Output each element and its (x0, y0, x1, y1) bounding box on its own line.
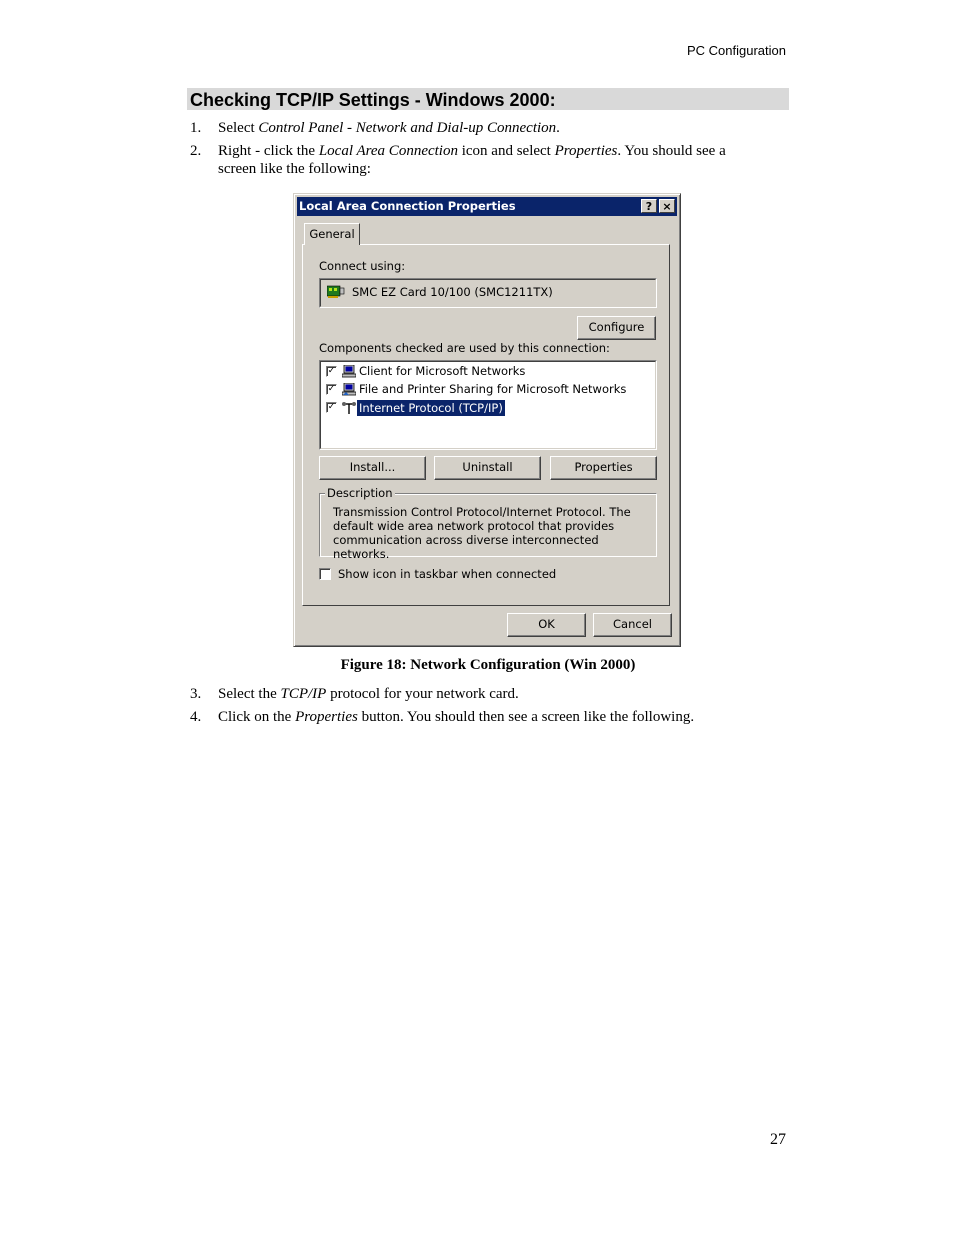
cancel-button[interactable]: Cancel (593, 613, 672, 637)
help-button[interactable]: ? (641, 199, 657, 213)
checkbox[interactable]: ✓ (327, 384, 336, 394)
connect-using-label: Connect using: (319, 259, 406, 273)
network-card-icon (327, 285, 345, 299)
tab-general[interactable]: General (304, 223, 360, 245)
figure-caption: Figure 18: Network Configuration (Win 2000) (340, 657, 636, 673)
description-legend: Description (327, 486, 393, 500)
step-number: 1. (190, 120, 202, 136)
step-text: Select the TCP/IP protocol for your network card. (218, 686, 519, 702)
component-label: File and Printer Sharing for Microsoft Networks (359, 382, 627, 396)
running-header: PC Configuration (687, 43, 786, 58)
configure-button[interactable]: Configure (577, 316, 656, 340)
component-label-selected: Internet Protocol (TCP/IP) (359, 401, 503, 415)
step-number: 2. (190, 143, 202, 159)
list-item-selected[interactable] (324, 400, 644, 416)
checkbox[interactable]: ✓ (327, 402, 336, 412)
dialog-title: Local Area Connection Properties (299, 199, 516, 213)
list-item[interactable] (324, 382, 644, 398)
general-tab-panel (302, 244, 670, 606)
description-text: Transmission Control Protocol/Internet Protocol. The default wide area network protocol that provides communication across diverse interconnected networks. (333, 505, 631, 561)
page-number: 27 (770, 1131, 786, 1148)
step-text: Right - click the Local Area Connection icon and select Properties. You should see a screen like the following: (218, 143, 726, 177)
uninstall-button[interactable]: Uninstall (434, 456, 541, 480)
components-list[interactable] (319, 360, 657, 450)
step-2 (190, 142, 760, 178)
component-label: Client for Microsoft Networks (359, 364, 526, 378)
adapter-name: SMC EZ Card 10/100 (SMC1211TX) (352, 285, 553, 299)
step-3 (190, 685, 760, 703)
section-title: Checking TCP/IP Settings - Windows 2000: (190, 90, 556, 110)
adapter-field (319, 278, 657, 308)
file-sharing-icon (342, 383, 356, 396)
protocol-icon (342, 401, 356, 414)
list-item[interactable] (324, 364, 644, 380)
network-client-icon (342, 365, 356, 378)
close-button[interactable]: × (659, 199, 675, 213)
local-area-connection-dialog (293, 193, 681, 647)
install-button[interactable]: Install... (319, 456, 426, 480)
step-4 (190, 708, 760, 726)
step-number: 4. (190, 709, 202, 725)
show-icon-label: Show icon in taskbar when connected (338, 567, 557, 581)
steps-list-top (190, 119, 760, 183)
dialog-titlebar (297, 197, 677, 216)
step-1 (190, 119, 760, 137)
properties-button[interactable]: Properties (550, 456, 657, 480)
checkbox[interactable]: ✓ (327, 366, 336, 376)
show-icon-checkbox[interactable] (319, 568, 331, 580)
step-text: Select Control Panel - Network and Dial-up Connection. (218, 120, 560, 136)
components-label: Components checked are used by this connection: (319, 341, 610, 355)
step-number: 3. (190, 686, 202, 702)
steps-list-bottom (190, 685, 760, 731)
ok-button[interactable]: OK (507, 613, 586, 637)
step-text: Click on the Properties button. You should then see a screen like the following. (218, 709, 695, 725)
